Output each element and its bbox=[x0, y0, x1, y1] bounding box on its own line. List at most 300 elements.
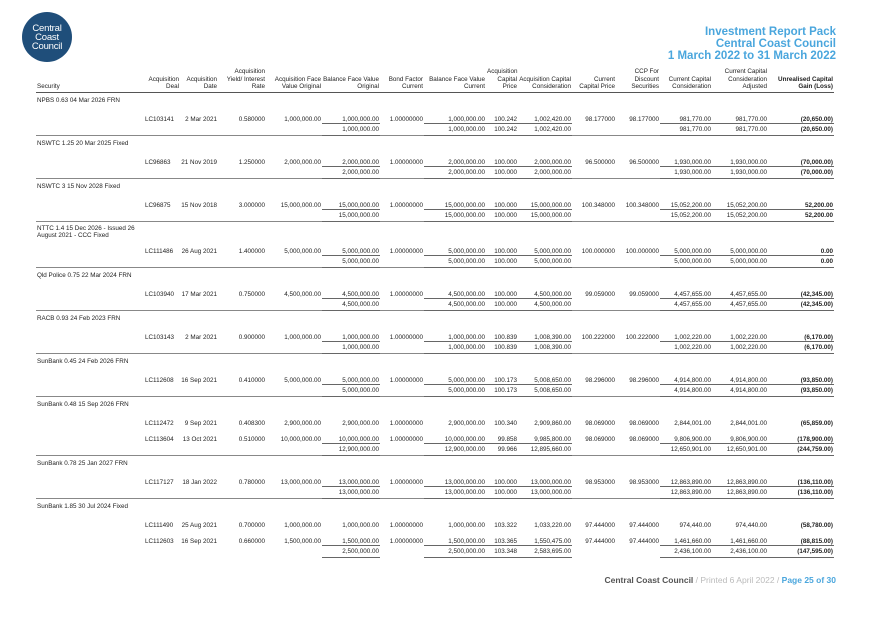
empty-cell bbox=[218, 135, 266, 150]
empty-cell bbox=[144, 353, 180, 368]
table-cell: 98.953000 bbox=[629, 479, 659, 486]
table-row bbox=[36, 325, 834, 342]
table-cell: 1,008,390.00 bbox=[534, 333, 571, 341]
empty-cell bbox=[380, 353, 424, 368]
table-cell: 5,000,000.00 bbox=[448, 247, 485, 255]
subtotal-cell: 981,770.00 bbox=[660, 123, 712, 135]
empty-cell bbox=[616, 455, 660, 470]
logo-line-1: Central bbox=[32, 22, 62, 34]
empty-cell bbox=[518, 135, 572, 150]
table-cell: 100.000 bbox=[494, 201, 517, 209]
table-cell: 13,000,000.00 bbox=[338, 478, 379, 486]
table-cell: 99.059000 bbox=[585, 291, 615, 298]
empty-cell bbox=[712, 353, 768, 368]
empty-cell bbox=[572, 123, 616, 135]
table-body bbox=[36, 92, 834, 557]
table-cell: (42,345.00) bbox=[800, 290, 833, 298]
table-cell: 1,930,000.00 bbox=[674, 158, 711, 166]
empty-cell bbox=[616, 310, 660, 325]
empty-cell bbox=[180, 267, 218, 282]
empty-cell bbox=[712, 135, 768, 150]
subtotal-cell: 4,500,000.00 bbox=[424, 298, 486, 310]
empty-cell bbox=[322, 353, 380, 368]
table-cell: LC117127 bbox=[145, 479, 174, 486]
page-footer bbox=[605, 575, 837, 585]
empty-cell bbox=[572, 310, 616, 325]
table-cell: 5,000,000.00 bbox=[284, 248, 321, 255]
subtotal-cell: 12,900,000.00 bbox=[322, 443, 380, 455]
subtotal-cell: 100.000 bbox=[486, 166, 518, 178]
empty-cell bbox=[380, 92, 424, 107]
empty-cell bbox=[180, 209, 218, 221]
table-cell: 9,806,900.00 bbox=[730, 435, 767, 443]
empty-cell bbox=[266, 455, 322, 470]
empty-cell bbox=[660, 498, 712, 513]
empty-cell bbox=[144, 443, 180, 455]
empty-cell bbox=[616, 498, 660, 513]
logo-line-3: Council bbox=[31, 40, 63, 52]
empty-cell bbox=[266, 209, 322, 221]
table-cell: 98.177000 bbox=[585, 116, 615, 123]
empty-cell bbox=[266, 267, 322, 282]
subtotal-cell: 12,863,890.00 bbox=[712, 486, 768, 498]
table-cell: (6,170.00) bbox=[804, 333, 833, 341]
empty-cell bbox=[616, 384, 660, 396]
empty-cell bbox=[486, 221, 518, 239]
table-cell: 98.069000 bbox=[585, 436, 615, 443]
table-cell: 1,000,000.00 bbox=[284, 521, 321, 529]
table-cell: (58,780.00) bbox=[800, 521, 833, 529]
subtotal-row bbox=[36, 545, 834, 557]
table-cell: 3.000000 bbox=[238, 202, 265, 209]
empty-cell bbox=[424, 353, 486, 368]
empty-cell bbox=[768, 92, 834, 107]
table-cell: 13,000,000.00 bbox=[530, 478, 571, 486]
empty-cell bbox=[218, 396, 266, 411]
column-header: Acquisition Yield/ Interest Rate bbox=[218, 68, 266, 92]
empty-cell bbox=[616, 341, 660, 353]
empty-cell bbox=[572, 209, 616, 221]
subtotal-cell: 12,863,890.00 bbox=[660, 486, 712, 498]
subtotal-cell: 5,000,000.00 bbox=[322, 255, 380, 267]
empty-cell bbox=[768, 221, 834, 239]
empty-cell bbox=[144, 384, 180, 396]
subtotal-cell: 2,583,695.00 bbox=[518, 545, 572, 557]
table-cell: 97.444000 bbox=[629, 538, 659, 545]
empty-cell bbox=[266, 341, 322, 353]
empty-cell bbox=[144, 298, 180, 310]
table-row bbox=[36, 411, 834, 427]
security-name: SunBank 1.85 30 Jul 2024 Fixed bbox=[36, 498, 144, 513]
table-row bbox=[36, 150, 834, 167]
subtotal-cell: (20,650.00) bbox=[768, 123, 834, 135]
subtotal-cell: 2,000,000.00 bbox=[322, 166, 380, 178]
empty-cell bbox=[572, 178, 616, 193]
subtotal-cell: 2,436,100.00 bbox=[660, 545, 712, 557]
empty-cell bbox=[180, 443, 218, 455]
table-cell: 100.000 bbox=[494, 158, 517, 166]
council-logo bbox=[22, 12, 72, 62]
empty-cell bbox=[660, 221, 712, 239]
table-cell: 0.750000 bbox=[238, 291, 265, 298]
empty-cell bbox=[380, 267, 424, 282]
table-cell: 5,000,000.00 bbox=[448, 376, 485, 384]
empty-cell bbox=[518, 178, 572, 193]
empty-cell bbox=[768, 455, 834, 470]
empty-cell bbox=[180, 310, 218, 325]
subtotal-cell: 15,052,200.00 bbox=[660, 209, 712, 221]
subtotal-cell: 5,000,000.00 bbox=[518, 255, 572, 267]
subtotal-cell: 100.839 bbox=[486, 341, 518, 353]
empty-cell bbox=[322, 92, 380, 107]
table-cell: 1,000,000.00 bbox=[448, 115, 485, 123]
empty-cell bbox=[572, 267, 616, 282]
empty-cell bbox=[380, 455, 424, 470]
empty-cell bbox=[266, 384, 322, 396]
empty-cell bbox=[180, 123, 218, 135]
empty-cell bbox=[144, 123, 180, 135]
empty-cell bbox=[218, 209, 266, 221]
table-cell: 1.400000 bbox=[238, 248, 265, 255]
subtotal-cell: 2,436,100.00 bbox=[712, 545, 768, 557]
subtotal-cell: (6,170.00) bbox=[768, 341, 834, 353]
empty-cell bbox=[572, 384, 616, 396]
subtotal-cell: (70,000.00) bbox=[768, 166, 834, 178]
empty-cell bbox=[218, 166, 266, 178]
table-cell: 5,000,000.00 bbox=[674, 247, 711, 255]
empty-cell bbox=[518, 455, 572, 470]
empty-cell bbox=[180, 545, 218, 557]
table-cell: 0.900000 bbox=[238, 334, 265, 341]
subtotal-cell: 2,500,000.00 bbox=[322, 545, 380, 557]
table-cell: 96.500000 bbox=[585, 159, 615, 166]
empty-cell bbox=[266, 443, 322, 455]
table-cell: LC111486 bbox=[145, 248, 174, 255]
empty-cell bbox=[322, 135, 380, 150]
empty-cell bbox=[380, 443, 424, 455]
table-cell: LC112472 bbox=[145, 419, 174, 427]
table-cell: 100.000000 bbox=[581, 248, 615, 255]
report-org: Central Coast Council bbox=[715, 38, 836, 50]
table-cell: 1.00000000 bbox=[389, 419, 423, 427]
table-cell: 1,930,000.00 bbox=[730, 158, 767, 166]
empty-cell bbox=[180, 298, 218, 310]
subtotal-cell: 2,000,000.00 bbox=[518, 166, 572, 178]
empty-cell bbox=[180, 255, 218, 267]
table-cell: 2 Mar 2021 bbox=[185, 116, 217, 123]
empty-cell bbox=[36, 166, 144, 178]
empty-cell bbox=[218, 498, 266, 513]
empty-cell bbox=[486, 353, 518, 368]
table-cell: 15 Nov 2018 bbox=[181, 202, 217, 209]
column-header: Acquisition Date bbox=[180, 68, 218, 92]
empty-cell bbox=[616, 443, 660, 455]
empty-cell bbox=[218, 455, 266, 470]
subtotal-cell: 1,930,000.00 bbox=[660, 166, 712, 178]
table-cell: 100.222000 bbox=[581, 334, 615, 341]
empty-cell bbox=[218, 255, 266, 267]
security-group-row bbox=[36, 178, 834, 193]
empty-cell bbox=[144, 310, 180, 325]
security-group-row bbox=[36, 221, 834, 239]
table-cell: 1.00000000 bbox=[389, 248, 423, 255]
table-cell: 1.250000 bbox=[238, 159, 265, 166]
table-cell: 2,000,000.00 bbox=[534, 158, 571, 166]
security-group-row bbox=[36, 498, 834, 513]
table-cell: 9,806,900.00 bbox=[674, 435, 711, 443]
table-cell: 17 Mar 2021 bbox=[181, 291, 217, 298]
table-cell: 2 Mar 2021 bbox=[185, 334, 217, 341]
table-cell: 1,000,000.00 bbox=[448, 333, 485, 341]
empty-cell bbox=[322, 455, 380, 470]
empty-cell bbox=[486, 455, 518, 470]
empty-cell bbox=[712, 498, 768, 513]
empty-cell bbox=[768, 178, 834, 193]
subtotal-cell: 15,000,000.00 bbox=[424, 209, 486, 221]
table-cell: 15,052,200.00 bbox=[670, 201, 711, 209]
table-cell: 5,000,000.00 bbox=[284, 377, 321, 384]
empty-cell bbox=[180, 486, 218, 498]
empty-cell bbox=[266, 310, 322, 325]
empty-cell bbox=[380, 341, 424, 353]
table-cell: 100.348000 bbox=[581, 202, 615, 209]
table-cell: 97.444000 bbox=[585, 538, 615, 545]
empty-cell bbox=[36, 470, 144, 487]
empty-cell bbox=[660, 353, 712, 368]
empty-cell bbox=[486, 267, 518, 282]
empty-cell bbox=[572, 545, 616, 557]
empty-cell bbox=[266, 255, 322, 267]
table-cell: 2,844,001.00 bbox=[730, 419, 767, 427]
security-name: NSWTC 1.25 20 Mar 2025 Fixed bbox=[36, 135, 144, 150]
empty-cell bbox=[266, 221, 322, 239]
table-cell: 100.839 bbox=[494, 333, 517, 341]
empty-cell bbox=[144, 221, 180, 239]
table-cell: 100.000000 bbox=[625, 248, 659, 255]
column-header: Unrealised Capital Gain (Loss) bbox=[768, 68, 834, 92]
empty-cell bbox=[144, 545, 180, 557]
table-row bbox=[36, 427, 834, 444]
table-cell: 98.069000 bbox=[585, 419, 615, 427]
empty-cell bbox=[218, 443, 266, 455]
column-header: CCP For Discount Securities bbox=[616, 68, 660, 92]
table-cell: 0.780000 bbox=[238, 479, 265, 486]
table-cell: 96.500000 bbox=[629, 159, 659, 166]
empty-cell bbox=[36, 123, 144, 135]
table-cell: 10,000,000.00 bbox=[338, 435, 379, 443]
empty-cell bbox=[266, 545, 322, 557]
empty-cell bbox=[660, 92, 712, 107]
footer-page-number: Page 25 of 30 bbox=[781, 575, 836, 585]
empty-cell bbox=[322, 498, 380, 513]
table-cell: 98.953000 bbox=[585, 479, 615, 486]
subtotal-cell: 4,457,655.00 bbox=[712, 298, 768, 310]
empty-cell bbox=[266, 298, 322, 310]
empty-cell bbox=[572, 498, 616, 513]
empty-cell bbox=[768, 498, 834, 513]
table-cell: 1,002,420.00 bbox=[534, 115, 571, 123]
empty-cell bbox=[616, 396, 660, 411]
table-row bbox=[36, 282, 834, 299]
table-cell: 25 Aug 2021 bbox=[181, 521, 217, 529]
subtotal-cell: 100.000 bbox=[486, 486, 518, 498]
subtotal-cell: 13,000,000.00 bbox=[322, 486, 380, 498]
security-group-row bbox=[36, 353, 834, 368]
empty-cell bbox=[768, 135, 834, 150]
empty-cell bbox=[180, 166, 218, 178]
table-cell: 100.222000 bbox=[625, 334, 659, 341]
table-cell: 99.059000 bbox=[629, 291, 659, 298]
table-cell: (70,000.00) bbox=[800, 158, 833, 166]
table-cell: 2,000,000.00 bbox=[284, 159, 321, 166]
table-cell: 15,000,000.00 bbox=[530, 201, 571, 209]
subtotal-cell: 99.966 bbox=[486, 443, 518, 455]
table-cell: 100.000 bbox=[494, 290, 517, 298]
empty-cell bbox=[518, 92, 572, 107]
empty-cell bbox=[380, 396, 424, 411]
table-cell: LC103141 bbox=[145, 116, 175, 123]
table-cell: (93,850.00) bbox=[800, 376, 833, 384]
empty-cell bbox=[572, 221, 616, 239]
table-cell: 2,900,000.00 bbox=[342, 419, 379, 427]
subtotal-cell: 4,914,800.00 bbox=[712, 384, 768, 396]
empty-cell bbox=[486, 135, 518, 150]
table-cell: 1.00000000 bbox=[389, 521, 423, 529]
empty-cell bbox=[424, 135, 486, 150]
subtotal-cell: 15,000,000.00 bbox=[322, 209, 380, 221]
empty-cell bbox=[218, 221, 266, 239]
empty-cell bbox=[518, 353, 572, 368]
empty-cell bbox=[322, 221, 380, 239]
subtotal-cell: (244,759.00) bbox=[768, 443, 834, 455]
table-cell: 1,000,000.00 bbox=[342, 115, 379, 123]
table-cell: 1,033,220.00 bbox=[534, 521, 571, 529]
table-cell: 15,000,000.00 bbox=[444, 201, 485, 209]
empty-cell bbox=[712, 310, 768, 325]
empty-cell bbox=[36, 411, 144, 427]
table-cell: 12,863,890.00 bbox=[726, 478, 767, 486]
table-cell: 98.069000 bbox=[629, 436, 659, 443]
table-cell: (136,110.00) bbox=[797, 478, 833, 486]
column-header: Bond Factor Current bbox=[380, 68, 424, 92]
empty-cell bbox=[144, 209, 180, 221]
table-cell: 5,000,000.00 bbox=[534, 247, 571, 255]
empty-cell bbox=[660, 135, 712, 150]
empty-cell bbox=[518, 498, 572, 513]
subtotal-cell: 5,008,650.00 bbox=[518, 384, 572, 396]
table-cell: 0.408300 bbox=[238, 419, 265, 427]
table-cell: 1,000,000.00 bbox=[284, 334, 321, 341]
subtotal-cell: 1,008,390.00 bbox=[518, 341, 572, 353]
empty-cell bbox=[660, 267, 712, 282]
table-cell: 974,440.00 bbox=[735, 521, 767, 529]
table-cell: 21 Nov 2019 bbox=[181, 159, 217, 166]
empty-cell bbox=[380, 384, 424, 396]
subtotal-row bbox=[36, 341, 834, 353]
table-cell: 1,461,660.00 bbox=[674, 537, 711, 545]
table-cell: 974,440.00 bbox=[679, 521, 711, 529]
empty-cell bbox=[144, 267, 180, 282]
table-cell: 52,200.00 bbox=[804, 201, 833, 209]
subtotal-row bbox=[36, 209, 834, 221]
empty-cell bbox=[144, 486, 180, 498]
table-cell: 1,000,000.00 bbox=[342, 521, 379, 529]
security-group-row bbox=[36, 396, 834, 411]
empty-cell bbox=[712, 267, 768, 282]
column-header: Current Capital Price bbox=[572, 68, 616, 92]
table-cell: LC96863 bbox=[145, 159, 171, 166]
security-name: Qld Police 0.75 22 Mar 2024 FRN bbox=[36, 267, 144, 282]
empty-cell bbox=[380, 498, 424, 513]
table-cell: 13,000,000.00 bbox=[444, 478, 485, 486]
empty-cell bbox=[266, 123, 322, 135]
empty-cell bbox=[712, 221, 768, 239]
empty-cell bbox=[486, 498, 518, 513]
empty-cell bbox=[518, 221, 572, 239]
subtotal-cell: 5,000,000.00 bbox=[424, 384, 486, 396]
subtotal-cell: 2,000,000.00 bbox=[424, 166, 486, 178]
empty-cell bbox=[380, 209, 424, 221]
empty-cell bbox=[180, 396, 218, 411]
empty-cell bbox=[380, 123, 424, 135]
subtotal-row bbox=[36, 123, 834, 135]
footer-printed: / Printed 6 April 2022 / bbox=[693, 575, 782, 585]
empty-cell bbox=[572, 353, 616, 368]
empty-cell bbox=[380, 166, 424, 178]
empty-cell bbox=[616, 221, 660, 239]
empty-cell bbox=[424, 267, 486, 282]
empty-cell bbox=[36, 443, 144, 455]
empty-cell bbox=[36, 107, 144, 124]
table-cell: 103.322 bbox=[494, 521, 517, 529]
empty-cell bbox=[36, 529, 144, 546]
table-cell: (65,859.00) bbox=[800, 419, 833, 427]
empty-cell bbox=[180, 92, 218, 107]
table-cell: 1,500,000.00 bbox=[342, 537, 379, 545]
security-name: SunBank 0.45 24 Feb 2026 FRN bbox=[36, 353, 144, 368]
empty-cell bbox=[616, 209, 660, 221]
table-cell: 100.173 bbox=[494, 376, 517, 384]
table-cell: 5,000,000.00 bbox=[342, 376, 379, 384]
security-name: NSWTC 3 15 Nov 2028 Fixed bbox=[36, 178, 144, 193]
security-group-row bbox=[36, 310, 834, 325]
empty-cell bbox=[380, 178, 424, 193]
empty-cell bbox=[218, 486, 266, 498]
empty-cell bbox=[36, 239, 144, 256]
empty-cell bbox=[616, 135, 660, 150]
subtotal-cell: 0.00 bbox=[768, 255, 834, 267]
report-header bbox=[668, 26, 836, 62]
table-cell: 26 Aug 2021 bbox=[181, 248, 217, 255]
empty-cell bbox=[712, 455, 768, 470]
empty-cell bbox=[144, 341, 180, 353]
empty-cell bbox=[572, 486, 616, 498]
table-cell: 4,500,000.00 bbox=[284, 291, 321, 298]
subtotal-cell: 5,000,000.00 bbox=[322, 384, 380, 396]
subtotal-cell: 100.000 bbox=[486, 298, 518, 310]
table-cell: 4,457,655.00 bbox=[730, 290, 767, 298]
empty-cell bbox=[616, 353, 660, 368]
table-header-row bbox=[36, 68, 834, 92]
empty-cell bbox=[180, 353, 218, 368]
subtotal-row bbox=[36, 255, 834, 267]
table-cell: 1,461,660.00 bbox=[730, 537, 767, 545]
subtotal-row bbox=[36, 298, 834, 310]
empty-cell bbox=[616, 123, 660, 135]
table-cell: 2,000,000.00 bbox=[448, 158, 485, 166]
empty-cell bbox=[572, 455, 616, 470]
empty-cell bbox=[712, 396, 768, 411]
